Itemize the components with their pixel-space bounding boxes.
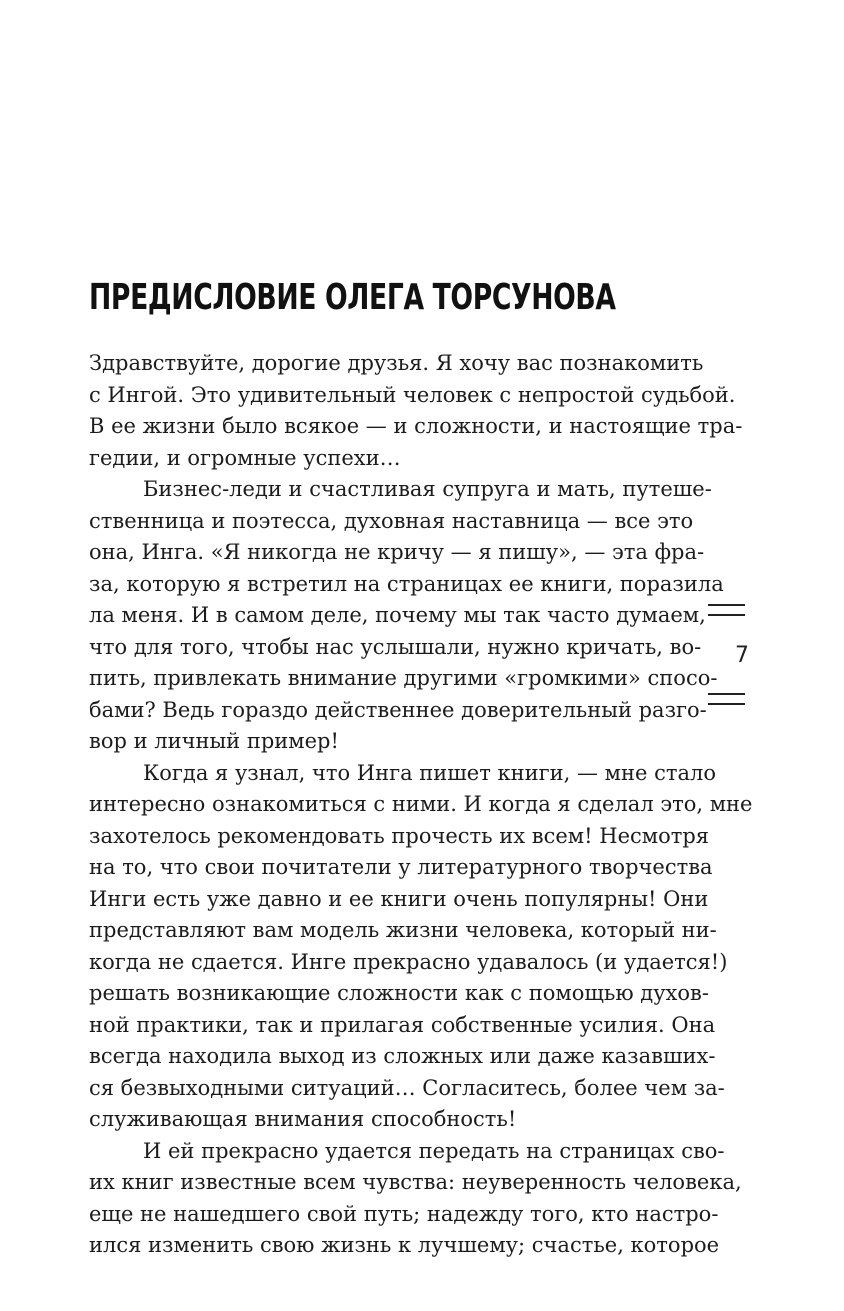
text-line: ла меня. И в самом деле, почему мы так часто думаем, [89, 603, 706, 627]
text-line: их книг известные всем чувства: неуверенность человека, [89, 1170, 742, 1194]
text-line: захотелось рекомендовать прочесть их всем! Несмотря [89, 823, 710, 848]
page-number: 7 [735, 643, 749, 668]
text-line: с Ингой. Это удивительный человек с непростой судьбой. [89, 382, 736, 407]
chapter-title: ПРЕДИСЛОВИЕ ОЛЕГА ТОРСУНОВА [89, 277, 616, 318]
text-line: за, которую я встретил на страницах ее книги, поразила [89, 571, 724, 596]
text-line: ся безвыходными ситуаций… Согласитесь, более чем за- [89, 1075, 725, 1100]
divider [708, 604, 745, 606]
text-line: когда не сдается. Инге прекрасно удавалось (и удается!) [89, 949, 728, 974]
text-line: вор и личный пример! [89, 729, 339, 753]
text-line: она, Инга. «Я никогда не кричу — я пишу», — эта фра- [89, 540, 705, 564]
text-line: В ее жизни было всякое — и сложности, и настоящие тра- [89, 414, 743, 438]
text-line: ственница и поэтесса, духовная наставница — все это [89, 508, 694, 533]
text-line: на то, что свои почитатели у литературного творчества [89, 855, 713, 879]
text-line: пить, привлекать внимание другими «громкими» спосо- [89, 666, 718, 690]
text-line: Бизнес-леди и счастливая супруга и мать, путеше- [143, 477, 712, 501]
divider [708, 703, 745, 705]
divider [708, 693, 745, 695]
text-line: всегда находила выход из сложных или даже казавших- [89, 1044, 716, 1068]
text-line: решать возникающие сложности как с помощью духов- [89, 981, 709, 1005]
text-line: гедии, и огромные успехи… [89, 445, 401, 470]
text-line: что для того, чтобы нас услышали, нужно кричать, во- [89, 634, 702, 659]
text-line: И ей прекрасно удается передать на страницах сво- [143, 1138, 725, 1163]
text-line: интересно ознакомиться с ними. И когда я сделал это, мне [89, 792, 753, 816]
text-line: служивающая внимания способность! [89, 1107, 517, 1131]
text-line: Когда я узнал, что Инга пишет книги, — мне стало [143, 760, 716, 785]
body-text [89, 348, 753, 1262]
text-line: ной практики, так и прилагая собственные усилия. Она [89, 1012, 716, 1037]
text-line: бами? Ведь гораздо действеннее доверительный разго- [89, 697, 707, 722]
text-line: Инги есть уже давно и ее книги очень популярны! Они [89, 886, 709, 911]
text-line: еще не нашедшего свой путь; надежду того, кто настро- [89, 1201, 719, 1226]
text-line: ился изменить свою жизнь к лучшему; счастье, которое [89, 1233, 720, 1257]
divider [708, 614, 745, 616]
text-line: Здравствуйте, дорогие друзья. Я хочу вас познакомить [89, 351, 704, 375]
text-line: представляют вам модель жизни человека, который ни- [89, 918, 717, 942]
